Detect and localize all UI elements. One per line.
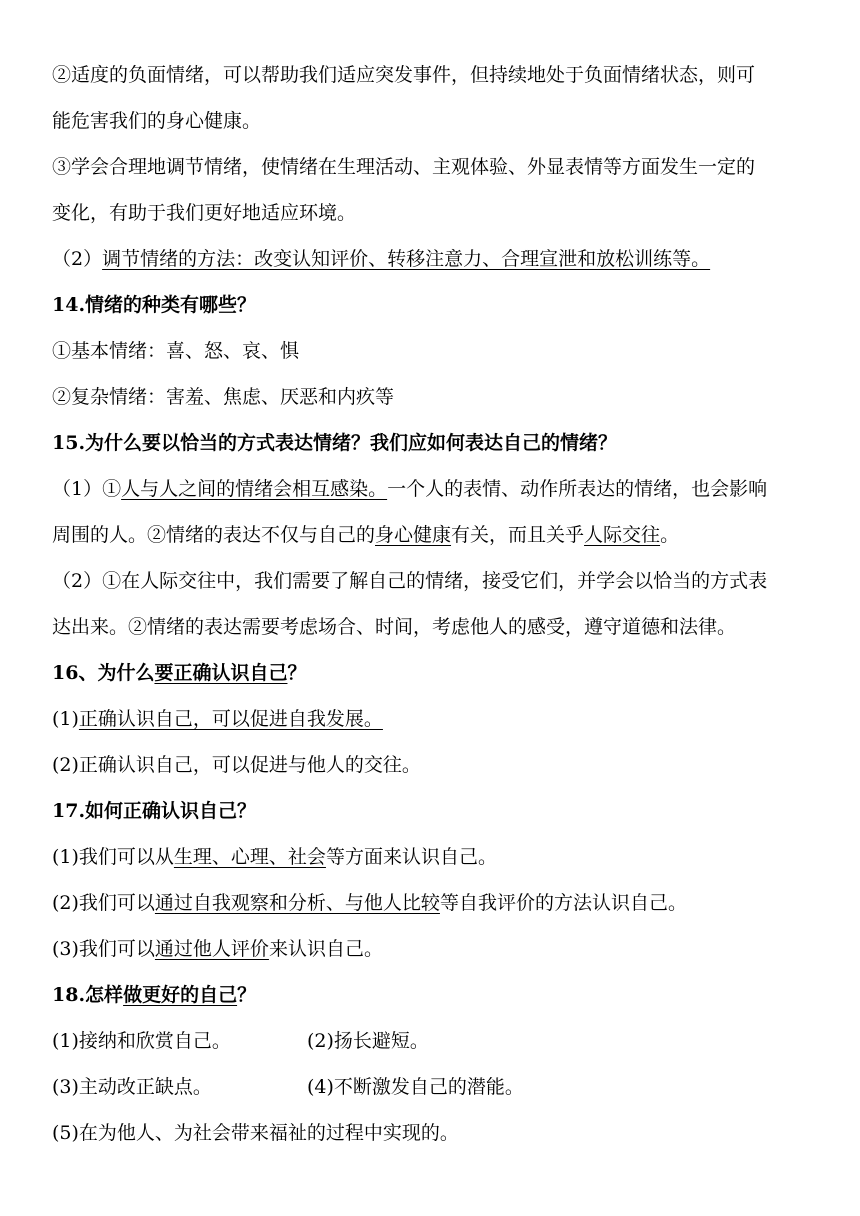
text-span: 来认识自己。 [268,938,383,960]
underlined-text: 通过自我观察和分析、与他人比较 [154,892,440,914]
answer-line [52,937,816,961]
answer-line: 达出来。②情绪的表达需要考虑场合、时间，考虑他人的感受，遵守道德和法律。 [52,616,737,638]
answer-line: （2）①在人际交往中，我们需要了解自己的情绪，接受它们，并学会以恰当的方式表 [52,570,768,592]
answer-line: (2)正确认识自己，可以促进与他人的交往。 [52,754,421,776]
answer-line: (5)在为他人、为社会带来福祉的过程中实现的。 [52,1122,459,1144]
underlined-text: 人与人之间的情绪会相互感染。 [121,478,388,500]
text-span: (3)我们可以 [52,938,155,960]
answer-item: (1)接纳和欣赏自己。 [52,1030,231,1052]
text-span: (1)我们可以从 [52,846,174,868]
text-span: （1）① [52,478,122,500]
underlined-text: 人际交往 [584,524,661,546]
underlined-text: 要正确认识自己 [154,662,288,684]
question-heading [52,983,816,1007]
text-span: 一个人的表情、动作所表达的情绪，也会影响 [387,478,768,500]
answer-item: (4)不断激发自己的潜能。 [307,1076,524,1098]
paragraph-line: 变化，有助于我们更好地适应环境。 [52,202,357,224]
text-span: 。 [660,524,680,546]
question-heading [52,661,816,685]
answer-line [52,891,816,915]
question-heading: 14.情绪的种类有哪些？ [52,294,257,316]
answer-row [52,1029,816,1053]
answer-line [52,707,816,731]
paragraph-line: 能危害我们的身心健康。 [52,110,262,132]
text-span: 18.怎样 [52,984,124,1006]
text-span: （2） [52,248,103,270]
text-span: ？ [237,984,257,1006]
text-span: 有关，而且关乎 [451,524,585,546]
text-span: (1) [52,708,79,730]
underlined-text: 身心健康 [375,524,452,546]
answer-item: (2)扬长避短。 [307,1030,429,1052]
text-span: ？ [287,662,307,684]
underlined-text: 调节情绪的方法：改变认知评价、转移注意力、合理宣泄和放松训练等。 [102,248,711,270]
text-span: 周围的人。②情绪的表达不仅与自己的 [52,524,376,546]
answer-item: (3)主动改正缺点。 [52,1076,212,1098]
answer-line [52,523,816,547]
underlined-text: 生理、心理、社会 [173,846,326,868]
paragraph-line: ②适度的负面情绪，可以帮助我们适应突发事件，但持续地处于负面情绪状态，则可 [52,64,756,86]
answer-line: ①基本情绪：喜、怒、哀、惧 [52,340,300,362]
underlined-text: 做更好的自己 [123,984,238,1006]
paragraph-line: ③学会合理地调节情绪，使情绪在生理活动、主观体验、外显表情等方面发生一定的 [52,156,756,178]
answer-line [52,845,816,869]
text-span: (2)我们可以 [52,892,155,914]
underlined-text: 通过他人评价 [154,938,269,960]
text-span: 等方面来认识自己。 [325,846,497,868]
question-heading: 17.如何正确认识自己？ [52,800,257,822]
question-heading: 15.为什么要以恰当的方式表达情绪？我们应如何表达自己的情绪？ [52,432,618,454]
answer-row [52,1075,816,1099]
answer-line: ②复杂情绪：害羞、焦虑、厌恶和内疚等 [52,386,395,408]
paragraph-line [52,247,816,271]
text-span: 16、为什么 [52,662,155,684]
text-span: 等自我评价的方法认识自己。 [439,892,687,914]
answer-line [52,477,816,501]
underlined-text: 正确认识自己，可以促进自我发展。 [78,708,383,730]
